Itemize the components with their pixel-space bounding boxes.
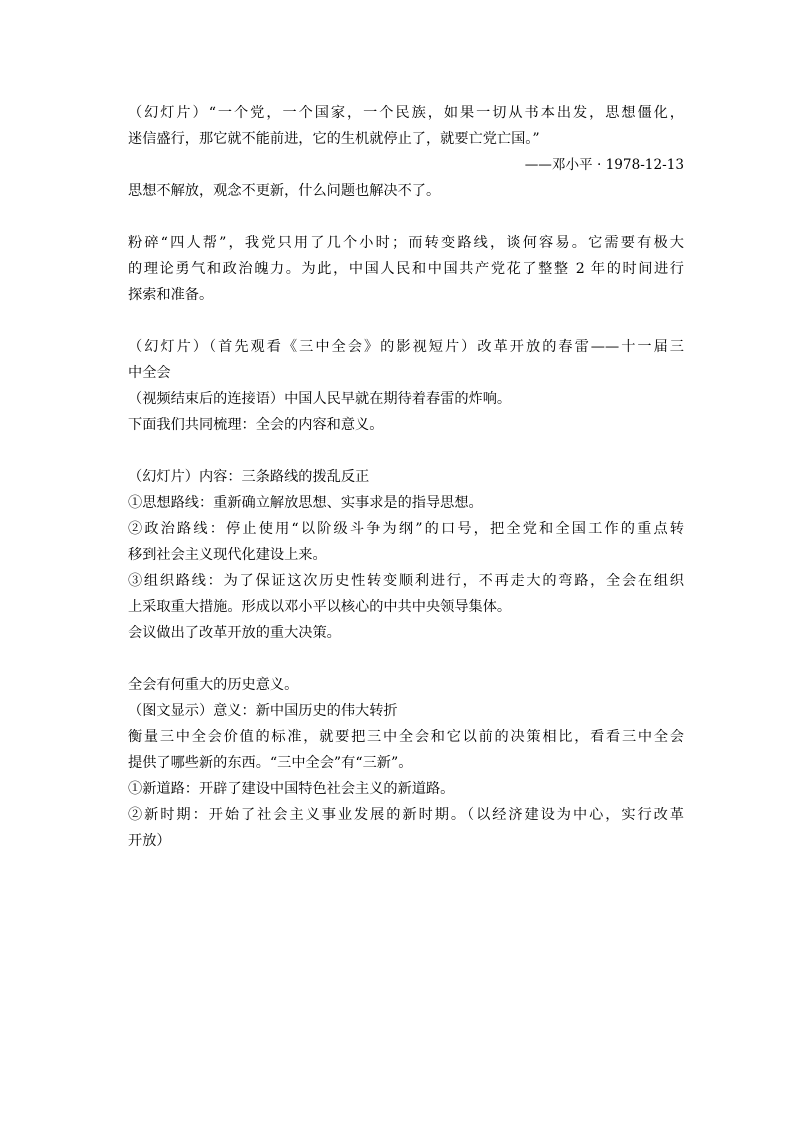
- paragraph-line: 中全会: [128, 365, 171, 381]
- section-heading: （图文显示）意义：新中国历史的伟大转折: [128, 703, 398, 719]
- paragraph-line: 下面我们共同梳理：全会的内容和意义。: [128, 417, 384, 433]
- quote-attribution: ——邓小平 · 1978-12-13: [524, 157, 684, 173]
- document-page: [128, 100, 684, 854]
- paragraph-line: 衡量三中全会价值的标准，就要把三中全会和它以前的决策相比，看看三中全会: [128, 729, 684, 745]
- list-item-continuation: 上采取重大措施。形成以邓小平以核心的中共中央领导集体。: [128, 599, 512, 615]
- paragraph-line: 全会有何重大的历史意义。: [128, 677, 299, 693]
- paragraph-line: （幻灯片）（首先观看《三中全会》的影视短片）改革开放的春雷——十一届三: [128, 339, 684, 355]
- paragraph-gap: [128, 646, 684, 672]
- paragraph-line: （视频结束后的连接语）中国人民早就在期待着春雷的炸响。: [128, 391, 512, 407]
- list-item-continuation: 移到社会主义现代化建设上来。: [128, 547, 327, 563]
- section-heading: （幻灯片）内容：三条路线的拨乱反正: [128, 469, 370, 485]
- paragraph-line: 会议做出了改革开放的重大决策。: [128, 625, 341, 641]
- paragraph-line: 提供了哪些新的东西。“三中全会”有“三新”。: [128, 755, 413, 771]
- paragraph-gap: [128, 204, 684, 230]
- paragraph-gap: [128, 308, 684, 334]
- list-item-continuation: 开放）: [128, 833, 171, 849]
- paragraph-line: 思想不解放，观念不更新，什么问题也解决不了。: [128, 183, 441, 199]
- list-item: ②政治路线：停止使用“以阶级斗争为纲”的口号，把全党和全国工作的重点转: [128, 521, 684, 537]
- paragraph-gap: [128, 438, 684, 464]
- list-item: ③组织路线：为了保证这次历史性转变顺利进行，不再走大的弯路，全会在组织: [128, 573, 684, 589]
- quote-line-2: 迷信盛行，那它就不能前进，它的生机就停止了，就要亡党亡国。”: [128, 131, 540, 147]
- paragraph-line: 探索和准备。: [128, 287, 214, 303]
- paragraph-line: 粉碎“四人帮”，我党只用了几个小时；而转变路线，谈何容易。它需要有极大: [128, 235, 684, 251]
- list-item: ②新时期：开始了社会主义事业发展的新时期。（以经济建设为中心，实行改革: [128, 807, 684, 823]
- paragraph-line: 的理论勇气和政治魄力。为此，中国人民和中国共产党花了整整 2 年的时间进行: [128, 261, 684, 277]
- list-item: ①新道路：开辟了建设中国特色社会主义的新道路。: [128, 781, 455, 797]
- quote-line-1: （幻灯片）“一个党，一个国家，一个民族，如果一切从书本出发，思想僵化，: [128, 105, 684, 121]
- list-item: ①思想路线：重新确立解放思想、实事求是的指导思想。: [128, 495, 483, 511]
